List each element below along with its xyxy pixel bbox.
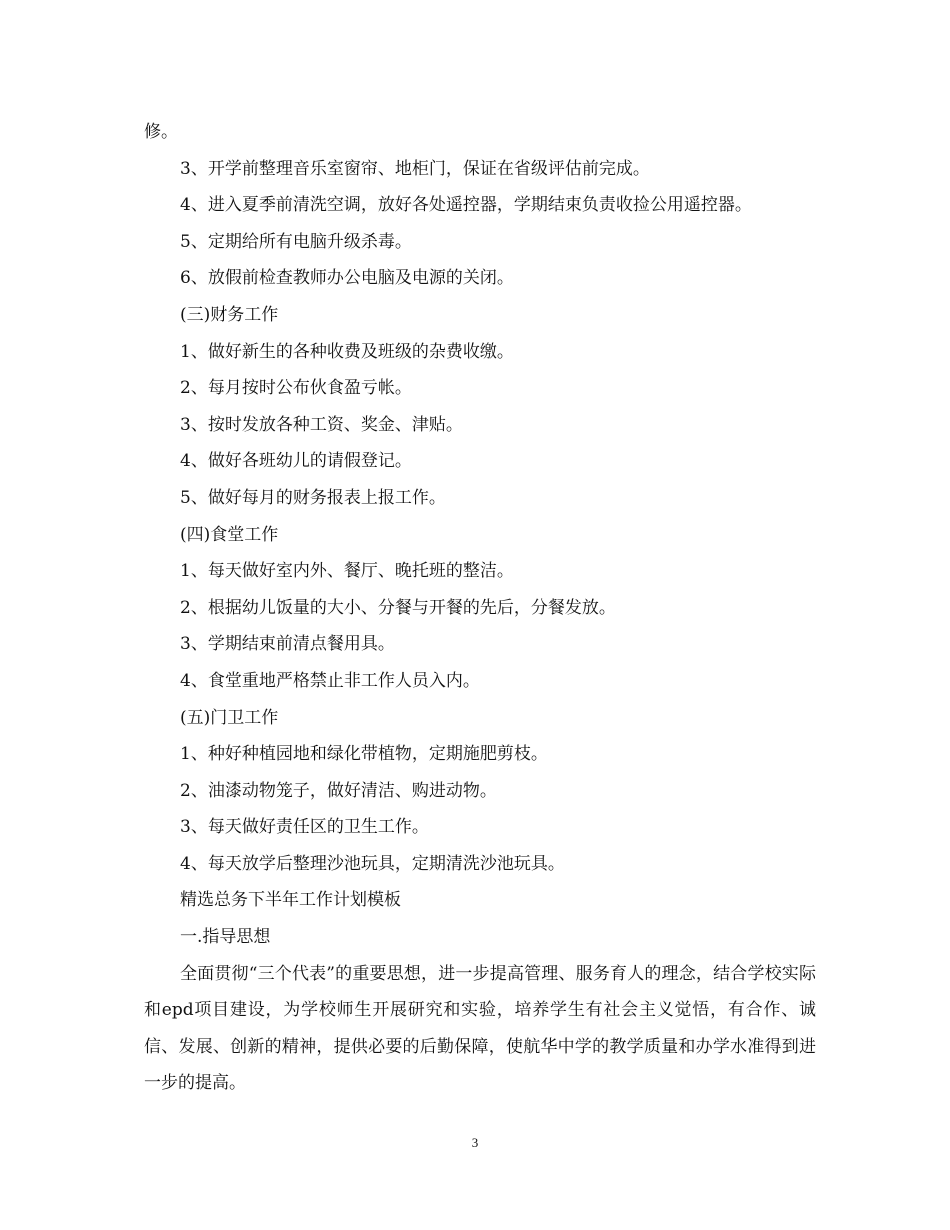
list-item: 2、根据幼儿饭量的大小、分餐与开餐的先后，分餐发放。	[180, 597, 616, 618]
document-body	[144, 114, 816, 1102]
list-item: 4、每天放学后整理沙池玩具，定期清洗沙池玩具。	[180, 853, 565, 874]
list-item: 3、开学前整理音乐室窗帘、地柜门，保证在省级评估前完成。	[180, 158, 650, 179]
list-item: 2、油漆动物笼子，做好清洁、购进动物。	[180, 780, 497, 801]
list-item: 6、放假前检查教师办公电脑及电源的关闭。	[180, 268, 514, 289]
list-item: 5、做好每月的财务报表上报工作。	[180, 487, 446, 508]
list-item: 4、做好各班幼儿的请假登记。	[180, 451, 412, 472]
list-item: 1、做好新生的各种收费及班级的杂费收缴。	[180, 341, 514, 362]
list-item: 1、每天做好室内外、餐厅、晚托班的整洁。	[180, 561, 514, 582]
list-item: 2、每月按时公布伙食盈亏帐。	[180, 378, 412, 399]
text-line: 修。	[144, 122, 178, 142]
list-item: 1、种好种植园地和绿化带植物，定期施肥剪枝。	[180, 744, 548, 765]
page-number: 3	[471, 1135, 479, 1150]
document-title: 精选总务下半年工作计划模板	[180, 890, 401, 911]
body-paragraph: 全面贯彻“三个代表”的重要思想，进一步提高管理、服务育人的理念，结合学校实际和epd项目建设，为学校师生开展研究和实验，培养学生有社会主义觉悟，有合作、诚信、发展、创新的精神，提供必要的后勤保障，使航华中学的教学质量和办学水准得到进一步的提高。	[144, 963, 816, 1094]
list-item: 3、每天做好责任区的卫生工作。	[180, 817, 429, 838]
section-heading: (三)财务工作	[180, 304, 279, 325]
list-item: 3、学期结束前清点餐用具。	[180, 634, 395, 655]
section-heading: 一.指导思想	[180, 927, 271, 948]
section-heading: (四)食堂工作	[180, 524, 279, 545]
list-item: 4、食堂重地严格禁止非工作人员入内。	[180, 670, 480, 691]
list-item: 5、定期给所有电脑升级杀毒。	[180, 231, 412, 252]
list-item: 3、按时发放各种工资、奖金、津贴。	[180, 414, 463, 435]
section-heading: (五)门卫工作	[180, 707, 279, 728]
list-item: 4、进入夏季前清洗空调，放好各处遥控器，学期结束负责收捡公用遥控器。	[180, 195, 752, 216]
